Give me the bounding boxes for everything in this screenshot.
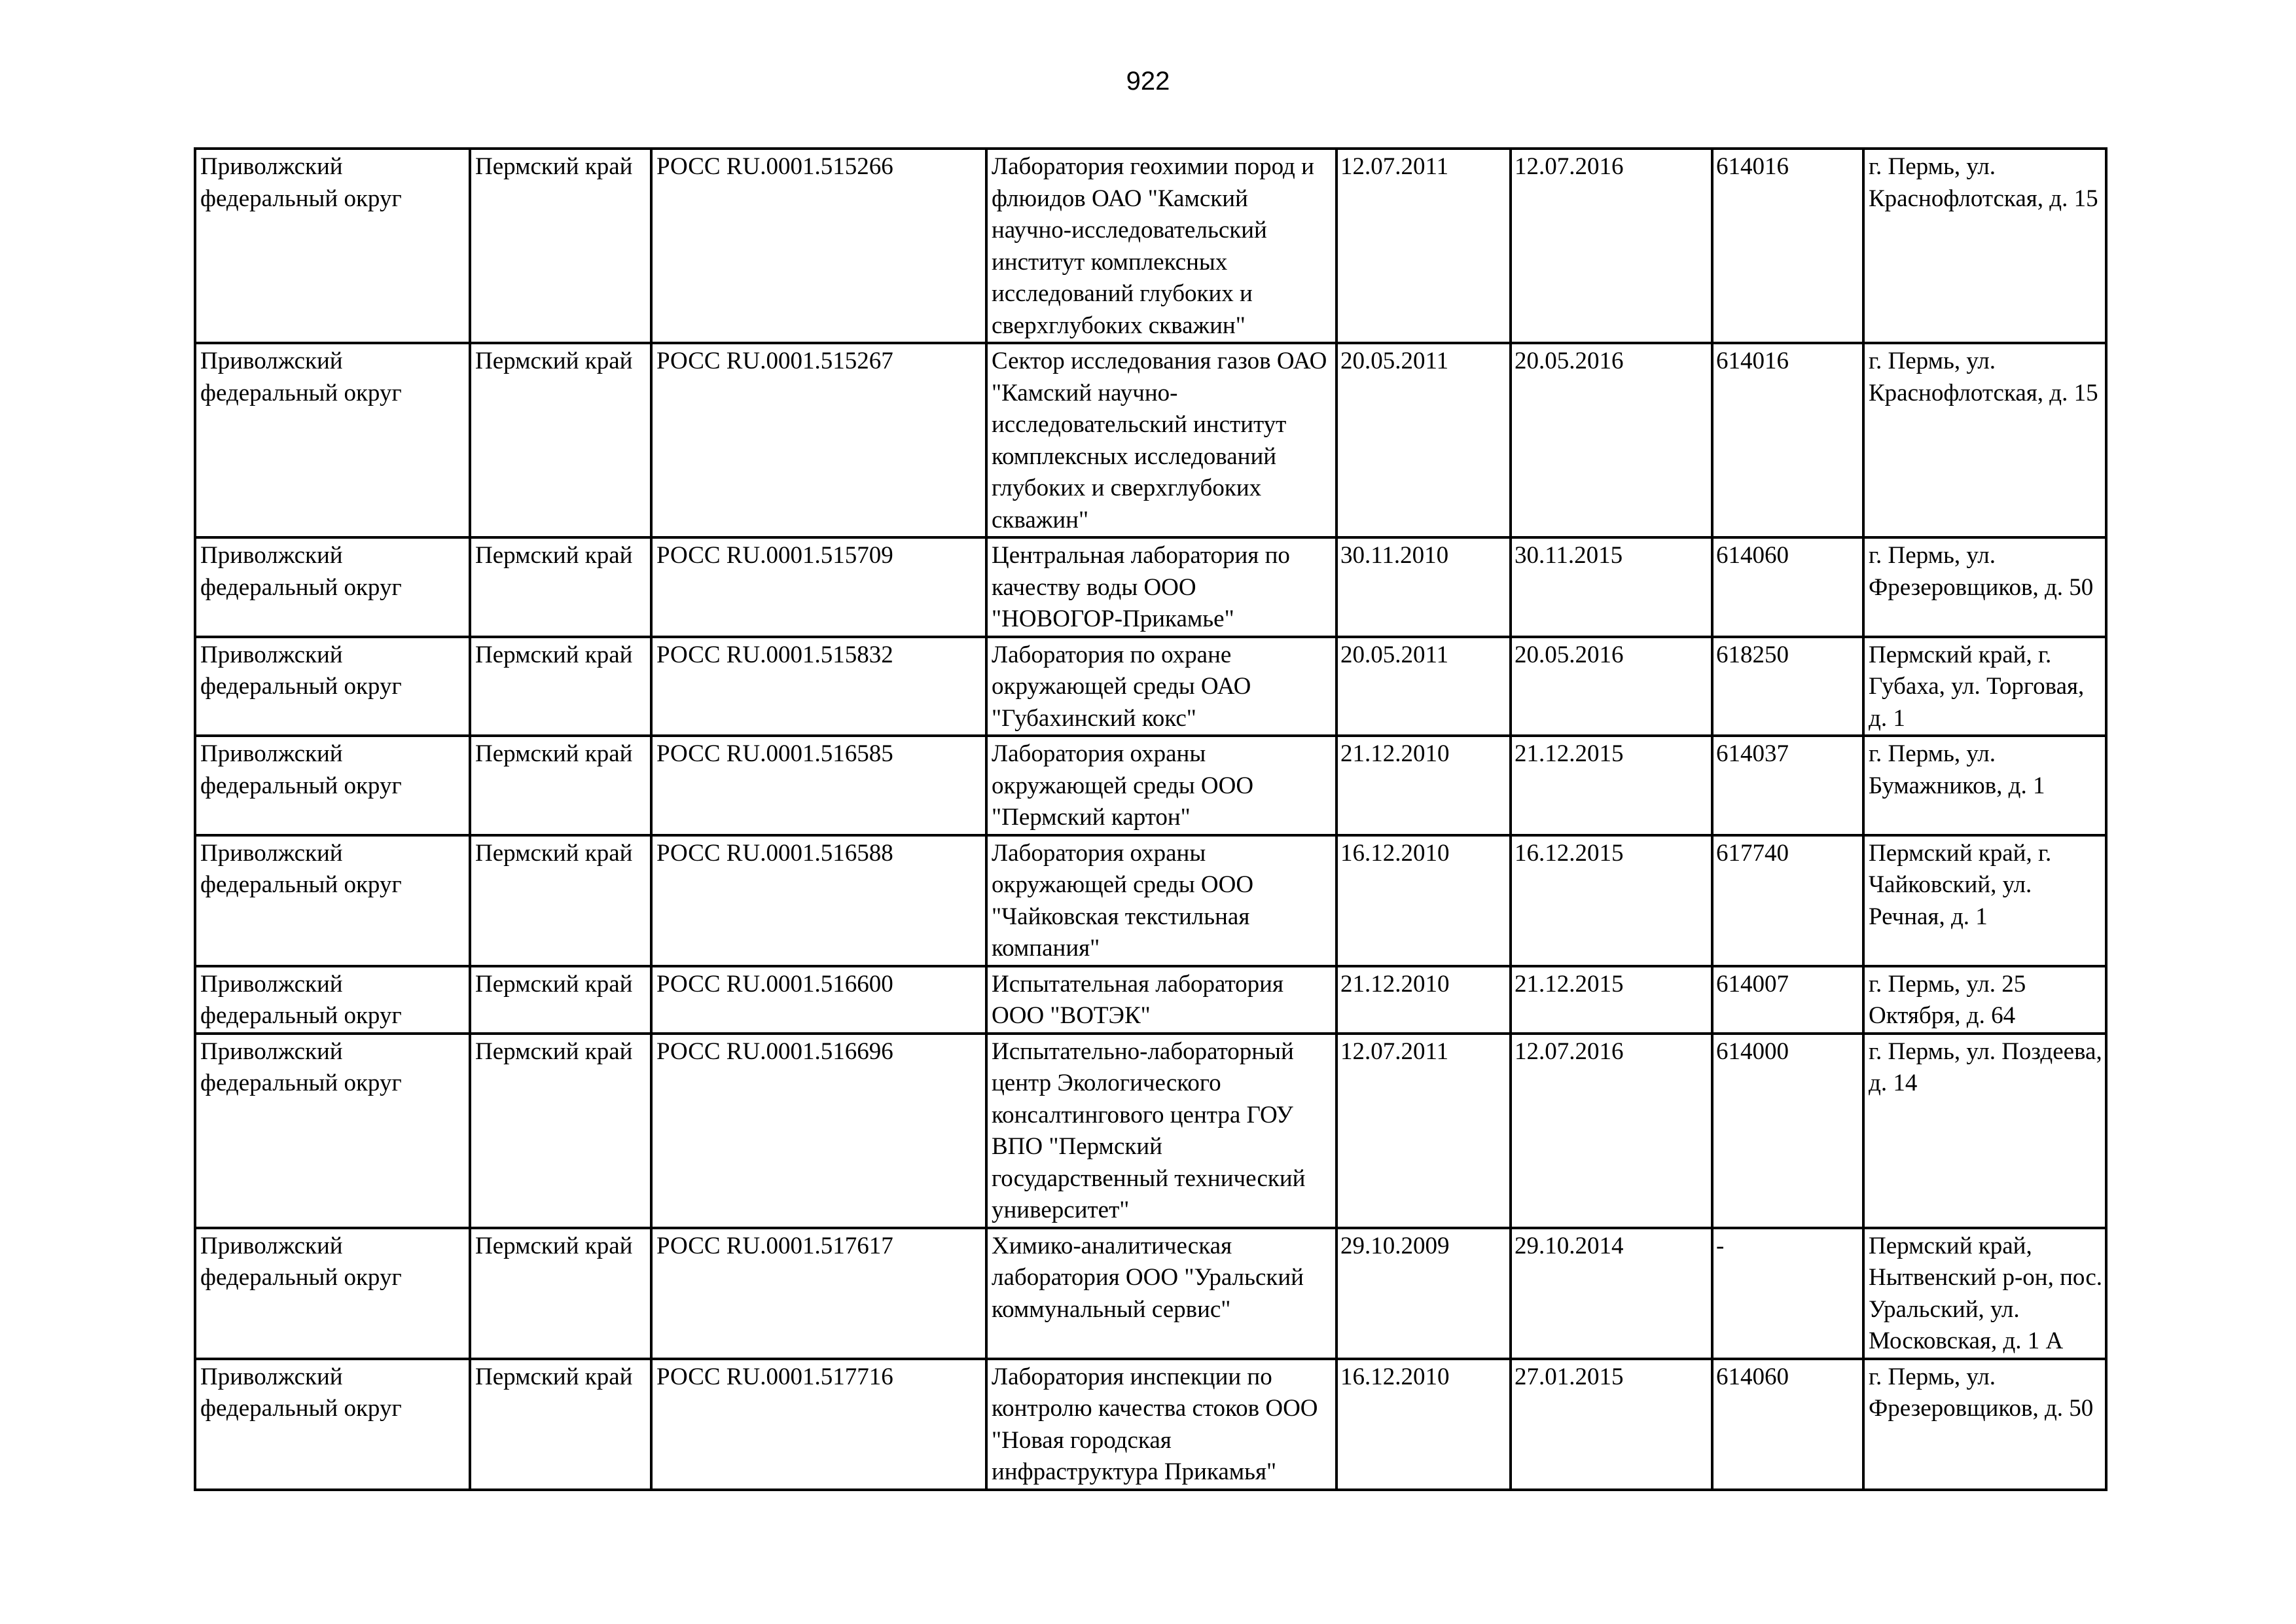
cell-date-issued: 12.07.2011 <box>1336 1034 1511 1228</box>
cell-date-valid-until: 21.12.2015 <box>1511 736 1712 835</box>
cell-region: Пермский край <box>470 149 651 343</box>
table-row <box>195 1228 2106 1359</box>
cell-organization: Химико-аналитическая лаборатория ООО "Уральский коммунальный сервис" <box>986 1228 1336 1359</box>
cell-accreditation-number: РОСС RU.0001.515266 <box>651 149 986 343</box>
cell-date-valid-until: 27.01.2015 <box>1511 1359 1712 1490</box>
cell-federal-district: Приволжский федеральный округ <box>195 1228 470 1359</box>
cell-accreditation-number: РОСС RU.0001.516588 <box>651 835 986 966</box>
cell-postcode: 614037 <box>1712 736 1863 835</box>
cell-accreditation-number: РОСС RU.0001.515267 <box>651 343 986 537</box>
cell-federal-district: Приволжский федеральный округ <box>195 966 470 1034</box>
cell-accreditation-number: РОСС RU.0001.517716 <box>651 1359 986 1490</box>
cell-postcode: 614007 <box>1712 966 1863 1034</box>
table-row <box>195 835 2106 966</box>
cell-address: Пермский край, г. Губаха, ул. Торговая, д. 1 <box>1863 637 2106 736</box>
cell-date-issued: 16.12.2010 <box>1336 835 1511 966</box>
cell-region: Пермский край <box>470 736 651 835</box>
cell-organization: Лаборатория охраны окружающей среды ООО "Чайковская текстильная компания" <box>986 835 1336 966</box>
cell-accreditation-number: РОСС RU.0001.517617 <box>651 1228 986 1359</box>
cell-address: г. Пермь, ул. Краснофлотская, д. 15 <box>1863 149 2106 343</box>
cell-date-issued: 12.07.2011 <box>1336 149 1511 343</box>
cell-date-valid-until: 12.07.2016 <box>1511 149 1712 343</box>
cell-postcode: 614016 <box>1712 343 1863 537</box>
cell-postcode: 614060 <box>1712 537 1863 637</box>
cell-postcode: 614016 <box>1712 149 1863 343</box>
cell-date-issued: 21.12.2010 <box>1336 966 1511 1034</box>
table-row <box>195 966 2106 1034</box>
cell-date-issued: 21.12.2010 <box>1336 736 1511 835</box>
cell-postcode: 614000 <box>1712 1034 1863 1228</box>
cell-date-issued: 30.11.2010 <box>1336 537 1511 637</box>
cell-accreditation-number: РОСС RU.0001.515832 <box>651 637 986 736</box>
page-number: 922 <box>1126 67 1170 96</box>
cell-federal-district: Приволжский федеральный округ <box>195 736 470 835</box>
cell-date-issued: 29.10.2009 <box>1336 1228 1511 1359</box>
cell-accreditation-number: РОСС RU.0001.516696 <box>651 1034 986 1228</box>
cell-region: Пермский край <box>470 1359 651 1490</box>
cell-organization: Лаборатория геохимии пород и флюидов ОАО "Камский научно-исследовательский институт комплексных исследований глубоких и сверхглубоких скважин" <box>986 149 1336 343</box>
cell-region: Пермский край <box>470 1228 651 1359</box>
cell-address: г. Пермь, ул. Фрезеровщиков, д. 50 <box>1863 1359 2106 1490</box>
cell-organization: Испытательно-лабораторный центр Экологического консалтингового центра ГОУ ВПО "Пермский государственный технический университет" <box>986 1034 1336 1228</box>
cell-date-valid-until: 30.11.2015 <box>1511 537 1712 637</box>
cell-organization: Лаборатория охраны окружающей среды ООО "Пермский картон" <box>986 736 1336 835</box>
cell-organization: Испытательная лаборатория ООО "ВОТЭК" <box>986 966 1336 1034</box>
cell-region: Пермский край <box>470 966 651 1034</box>
table-row <box>195 343 2106 537</box>
cell-organization: Лаборатория инспекции по контролю качества стоков ООО "Новая городская инфраструктура Прикамья" <box>986 1359 1336 1490</box>
cell-federal-district: Приволжский федеральный округ <box>195 637 470 736</box>
cell-date-valid-until: 29.10.2014 <box>1511 1228 1712 1359</box>
cell-federal-district: Приволжский федеральный округ <box>195 343 470 537</box>
cell-federal-district: Приволжский федеральный округ <box>195 835 470 966</box>
cell-region: Пермский край <box>470 537 651 637</box>
cell-date-valid-until: 16.12.2015 <box>1511 835 1712 966</box>
cell-organization: Лаборатория по охране окружающей среды ОАО "Губахинский кокс" <box>986 637 1336 736</box>
cell-address: г. Пермь, ул. 25 Октября, д. 64 <box>1863 966 2106 1034</box>
table-body <box>195 149 2106 1490</box>
cell-region: Пермский край <box>470 1034 651 1228</box>
cell-address: Пермский край, г. Чайковский, ул. Речная, д. 1 <box>1863 835 2106 966</box>
cell-accreditation-number: РОСС RU.0001.515709 <box>651 537 986 637</box>
cell-address: г. Пермь, ул. Фрезеровщиков, д. 50 <box>1863 537 2106 637</box>
cell-region: Пермский край <box>470 637 651 736</box>
table-row <box>195 637 2106 736</box>
table-row <box>195 537 2106 637</box>
cell-postcode: - <box>1712 1228 1863 1359</box>
cell-date-valid-until: 20.05.2016 <box>1511 343 1712 537</box>
cell-accreditation-number: РОСС RU.0001.516585 <box>651 736 986 835</box>
cell-address: г. Пермь, ул. Бумажников, д. 1 <box>1863 736 2106 835</box>
cell-date-valid-until: 12.07.2016 <box>1511 1034 1712 1228</box>
cell-region: Пермский край <box>470 343 651 537</box>
cell-postcode: 617740 <box>1712 835 1863 966</box>
cell-date-valid-until: 21.12.2015 <box>1511 966 1712 1034</box>
cell-postcode: 618250 <box>1712 637 1863 736</box>
table-row <box>195 1359 2106 1490</box>
cell-federal-district: Приволжский федеральный округ <box>195 1359 470 1490</box>
table-row <box>195 736 2106 835</box>
accreditation-registry-table <box>194 147 2108 1491</box>
cell-date-valid-until: 20.05.2016 <box>1511 637 1712 736</box>
cell-federal-district: Приволжский федеральный округ <box>195 1034 470 1228</box>
cell-organization: Центральная лаборатория по качеству воды ООО "НОВОГОР-Прикамье" <box>986 537 1336 637</box>
cell-accreditation-number: РОСС RU.0001.516600 <box>651 966 986 1034</box>
table-row <box>195 149 2106 343</box>
cell-date-issued: 16.12.2010 <box>1336 1359 1511 1490</box>
cell-federal-district: Приволжский федеральный округ <box>195 149 470 343</box>
cell-address: Пермский край, Нытвенский р-он, пос. Уральский, ул. Московская, д. 1 А <box>1863 1228 2106 1359</box>
cell-region: Пермский край <box>470 835 651 966</box>
cell-postcode: 614060 <box>1712 1359 1863 1490</box>
cell-date-issued: 20.05.2011 <box>1336 343 1511 537</box>
cell-federal-district: Приволжский федеральный округ <box>195 537 470 637</box>
cell-date-issued: 20.05.2011 <box>1336 637 1511 736</box>
cell-address: г. Пермь, ул. Краснофлотская, д. 15 <box>1863 343 2106 537</box>
cell-address: г. Пермь, ул. Поздеева, д. 14 <box>1863 1034 2106 1228</box>
table-row <box>195 1034 2106 1228</box>
cell-organization: Сектор исследования газов ОАО "Камский научно-исследовательский институт комплексных исследований глубоких и сверхглубоких скважин" <box>986 343 1336 537</box>
